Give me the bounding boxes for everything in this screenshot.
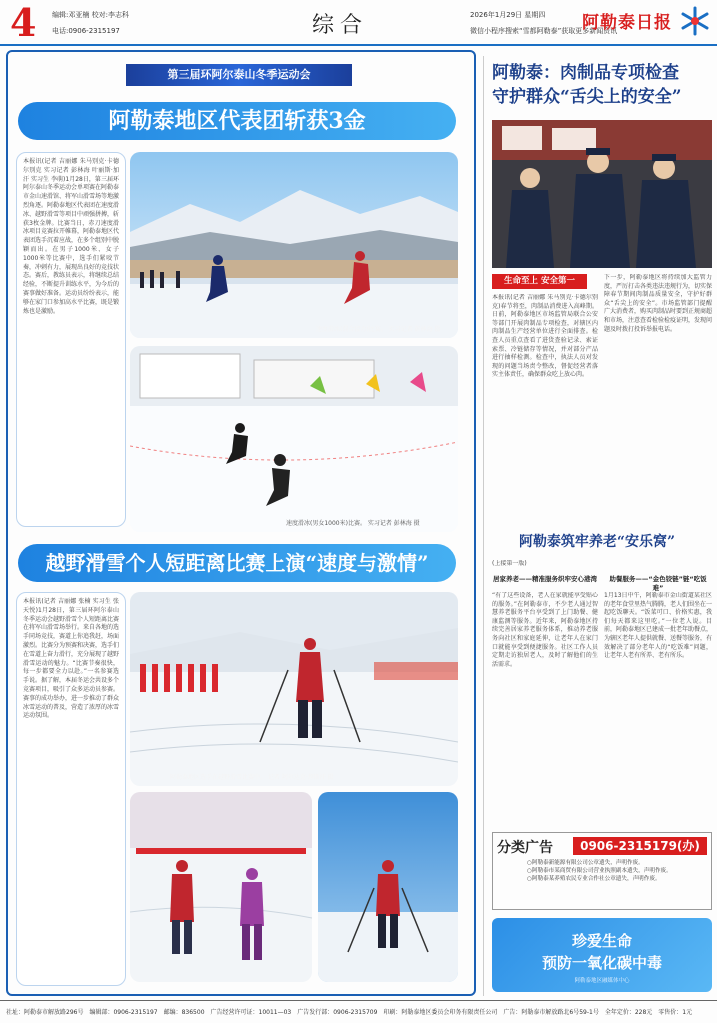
games-banner: 第三届环阿尔泰山冬季运动会 <box>126 64 352 86</box>
meat-article-col1: 本报讯(记者 吉丽娜 朱马别克·卡德尔别克)春节将至，肉制品消费进入高峰期。日前，阿勒泰地区市场监管局联合公安等部门开展肉制品专项检查，对辖区内肉制品生产经营单位进行全面排查。检查人员重点查看了进货查验记录、索证索票、冷链储存等情况，并对部分产品进行抽样检测。检查中，执法人员对发现的问题当场责令整改，督促经营者落实主体责任，确保群众吃上放心肉。 <box>492 294 598 379</box>
photo-xc-skiing-main <box>130 592 458 786</box>
photo2-caption: 速度滑冰(男女1000米)比赛。 实习记者 彭林海 摄 <box>286 520 420 527</box>
subhead-home-care: 居家养老——精准服务织牢安心港湾 <box>493 575 597 583</box>
phone-info: 电话:0906-2315197 <box>52 27 120 35</box>
meat-check-title-line1: 阿勒泰：肉制品专项检查 <box>492 63 679 83</box>
co-safety-psa <box>492 918 712 992</box>
photo-speed-skating-1000m <box>130 346 458 532</box>
classified-lines <box>497 859 707 883</box>
mini-program-note: 微信小程序搜索“雪都阿勒泰”获取更多新闻资讯 <box>470 27 618 35</box>
psa-line2: 预防一氧化碳中毒 <box>541 954 662 972</box>
subhead-meal-service: 助餐服务——“金色铰链”链“吃饭难” <box>609 575 707 592</box>
classified-ads <box>492 832 712 910</box>
headline-xc-sprint: 越野滑雪个人短距离比赛上演“速度与激情” <box>18 544 456 582</box>
page-number: 4 <box>10 0 37 45</box>
classified-line: ○阿勒泰新能源有限公司公章遗失，声明作废。 <box>527 860 644 866</box>
editor-info: 编辑:邓亚楠 校对:李志科 <box>52 11 129 19</box>
article-xc-skiing: 本报讯(记者 吉丽娜 张楠 实习生 张天悦)1月28日，第三届环阿尔泰山冬季运动会越野滑雪个人短距离比赛在将军山滑雪场举行。来自各地的选手同场竞技，赛道上你追我赶，场面激烈。比赛分为预赛和决赛，选手们在雪道上奋力滑行，充分展现了越野滑雪运动的魅力。“比赛节奏很快，每一步都要全力以赴。”一名参赛选手说。据了解，本届冬运会共设多个竞赛项目，吸引了众多运动员参赛。赛事的成功举办，进一步推动了群众冰雪运动的普及，营造了浓厚的冰雪运动氛围。 <box>16 592 126 986</box>
classified-line: ○阿勒泰某养殖农民专业合作社公章遗失，声明作废。 <box>527 876 661 882</box>
snowflake-logo-icon <box>680 6 710 36</box>
photo3-caption: 阿勒泰地区选手在越野滑雪比赛中。 记者 阿尔达克·拜斯汗 摄 <box>170 774 334 781</box>
meat-article-col2: 下一步，阿勒泰地区将持续加大监管力度，严厉打击各类违法违规行为，切实保障春节期间肉制品质量安全，守护好群众“舌尖上的安全”。市场监管部门提醒广大消费者，购买肉制品时要到正规商超和市场，注意查看检验检疫证明，发现问题及时拨打投诉举报电话。 <box>604 274 712 333</box>
photo-speed-skating-relay <box>130 152 458 338</box>
photo-xc-skier-solo <box>318 792 458 982</box>
meat-check-title-line2: 守护群众“舌尖上的安全” <box>492 87 682 107</box>
headline-3-golds: 阿勒泰地区代表团斩获3金 <box>18 102 456 140</box>
column-divider <box>483 56 484 996</box>
classified-line: ○阿勒泰市某商贸有限公司营业执照副本遗失，声明作废。 <box>527 868 672 874</box>
psa-line1: 珍爱生命 <box>571 932 632 950</box>
issue-date: 2026年1月29日 星期四 <box>470 11 546 19</box>
safety-tag: 生命至上 安全第一 <box>492 274 587 289</box>
newspaper-brand: 阿勒泰日报 <box>582 13 672 33</box>
article-speed-skating: 本报讯(记者 吉丽娜 朱马别克·卡德尔别克 实习记者 彭林海 叶丽斯·加汗 实习生 李萌)1月28日，第三届环阿尔泰山冬季运动会单项赛在阿勒泰市金山速滑馆、将军山滑雪场等地激烈角逐。阿勒泰地区代表团在速度滑冰、越野滑雪等项目中顽强拼搏，斩获3枚金牌。比赛当日，赤刀速度滑冰项目竞赛拉开帷幕，阿勒泰地区代表团选手沉着应战，在多个组别中脱颖而出。在男子1000米、女子1000米等比赛中，选手们紧咬节奏，冲刺有力，展现出良好的竞技状态。赛后，教练员表示，将继续总结经验，不断提升训练水平，为今后的赛事做好准备。运动员纷纷表示，能够在家门口参加高水平比赛，既是锻炼也是激励。 <box>16 152 126 527</box>
photo-meat-inspection <box>492 120 712 268</box>
photo-xc-skiing-duo <box>130 792 312 982</box>
elderly-article-col2: 1月13日中午，阿勒泰市金山街道某社区的老年食堂里热气腾腾，老人们围坐在一起吃饭聊天。“饭菜可口、价格实惠，我们每天都来这里吃。”一位老人说。目前，阿勒泰地区已建成一批老年助餐点，为辖区老年人提供就餐、送餐等服务，有效解决了部分老年人的“吃饭难”问题，让老年人老有所养、老有所乐。 <box>604 592 712 660</box>
elderly-care-title: 阿勒泰筑牢养老“安乐窝” <box>518 534 676 550</box>
classified-phone: 0906-2315179(办) <box>573 837 707 855</box>
photo1-caption: 速度滑冰(混合接力)比赛。 实习记者 彭林海 摄 <box>316 326 441 333</box>
psa-source: 阿勒泰地区融媒体中心 <box>574 978 630 984</box>
continued-note: (上接第一版) <box>492 560 527 567</box>
classified-heading: 分类广告 <box>497 840 553 856</box>
elderly-article-col1: “有了这些设备，老人在家就能享受贴心的服务。”在阿勒泰市，不少老人通过智慧养老服务平台享受到了上门助餐、健康监测等服务。近年来，阿勒泰地区持续完善居家养老服务体系，推动养老服务向社区和家庭延伸，让老年人在家门口就能享受到便捷服务。社区工作人员定期走访独居老人，及时了解他们的生活需求。 <box>492 592 598 668</box>
page-footer: 社址：阿勒泰市解放路296号 编辑部：0906-2315197 邮编：836500 广告经营许可证：10011—03 广告发行部：0906-2315709 印刷：阿勒泰地区委员会印务有限责任公司 广告：阿勒泰市解放路北6号59-1号 全年定价：228元 零售价：1元 <box>0 1000 717 1023</box>
section-title: 综合 <box>312 13 369 38</box>
page-header <box>0 0 717 46</box>
